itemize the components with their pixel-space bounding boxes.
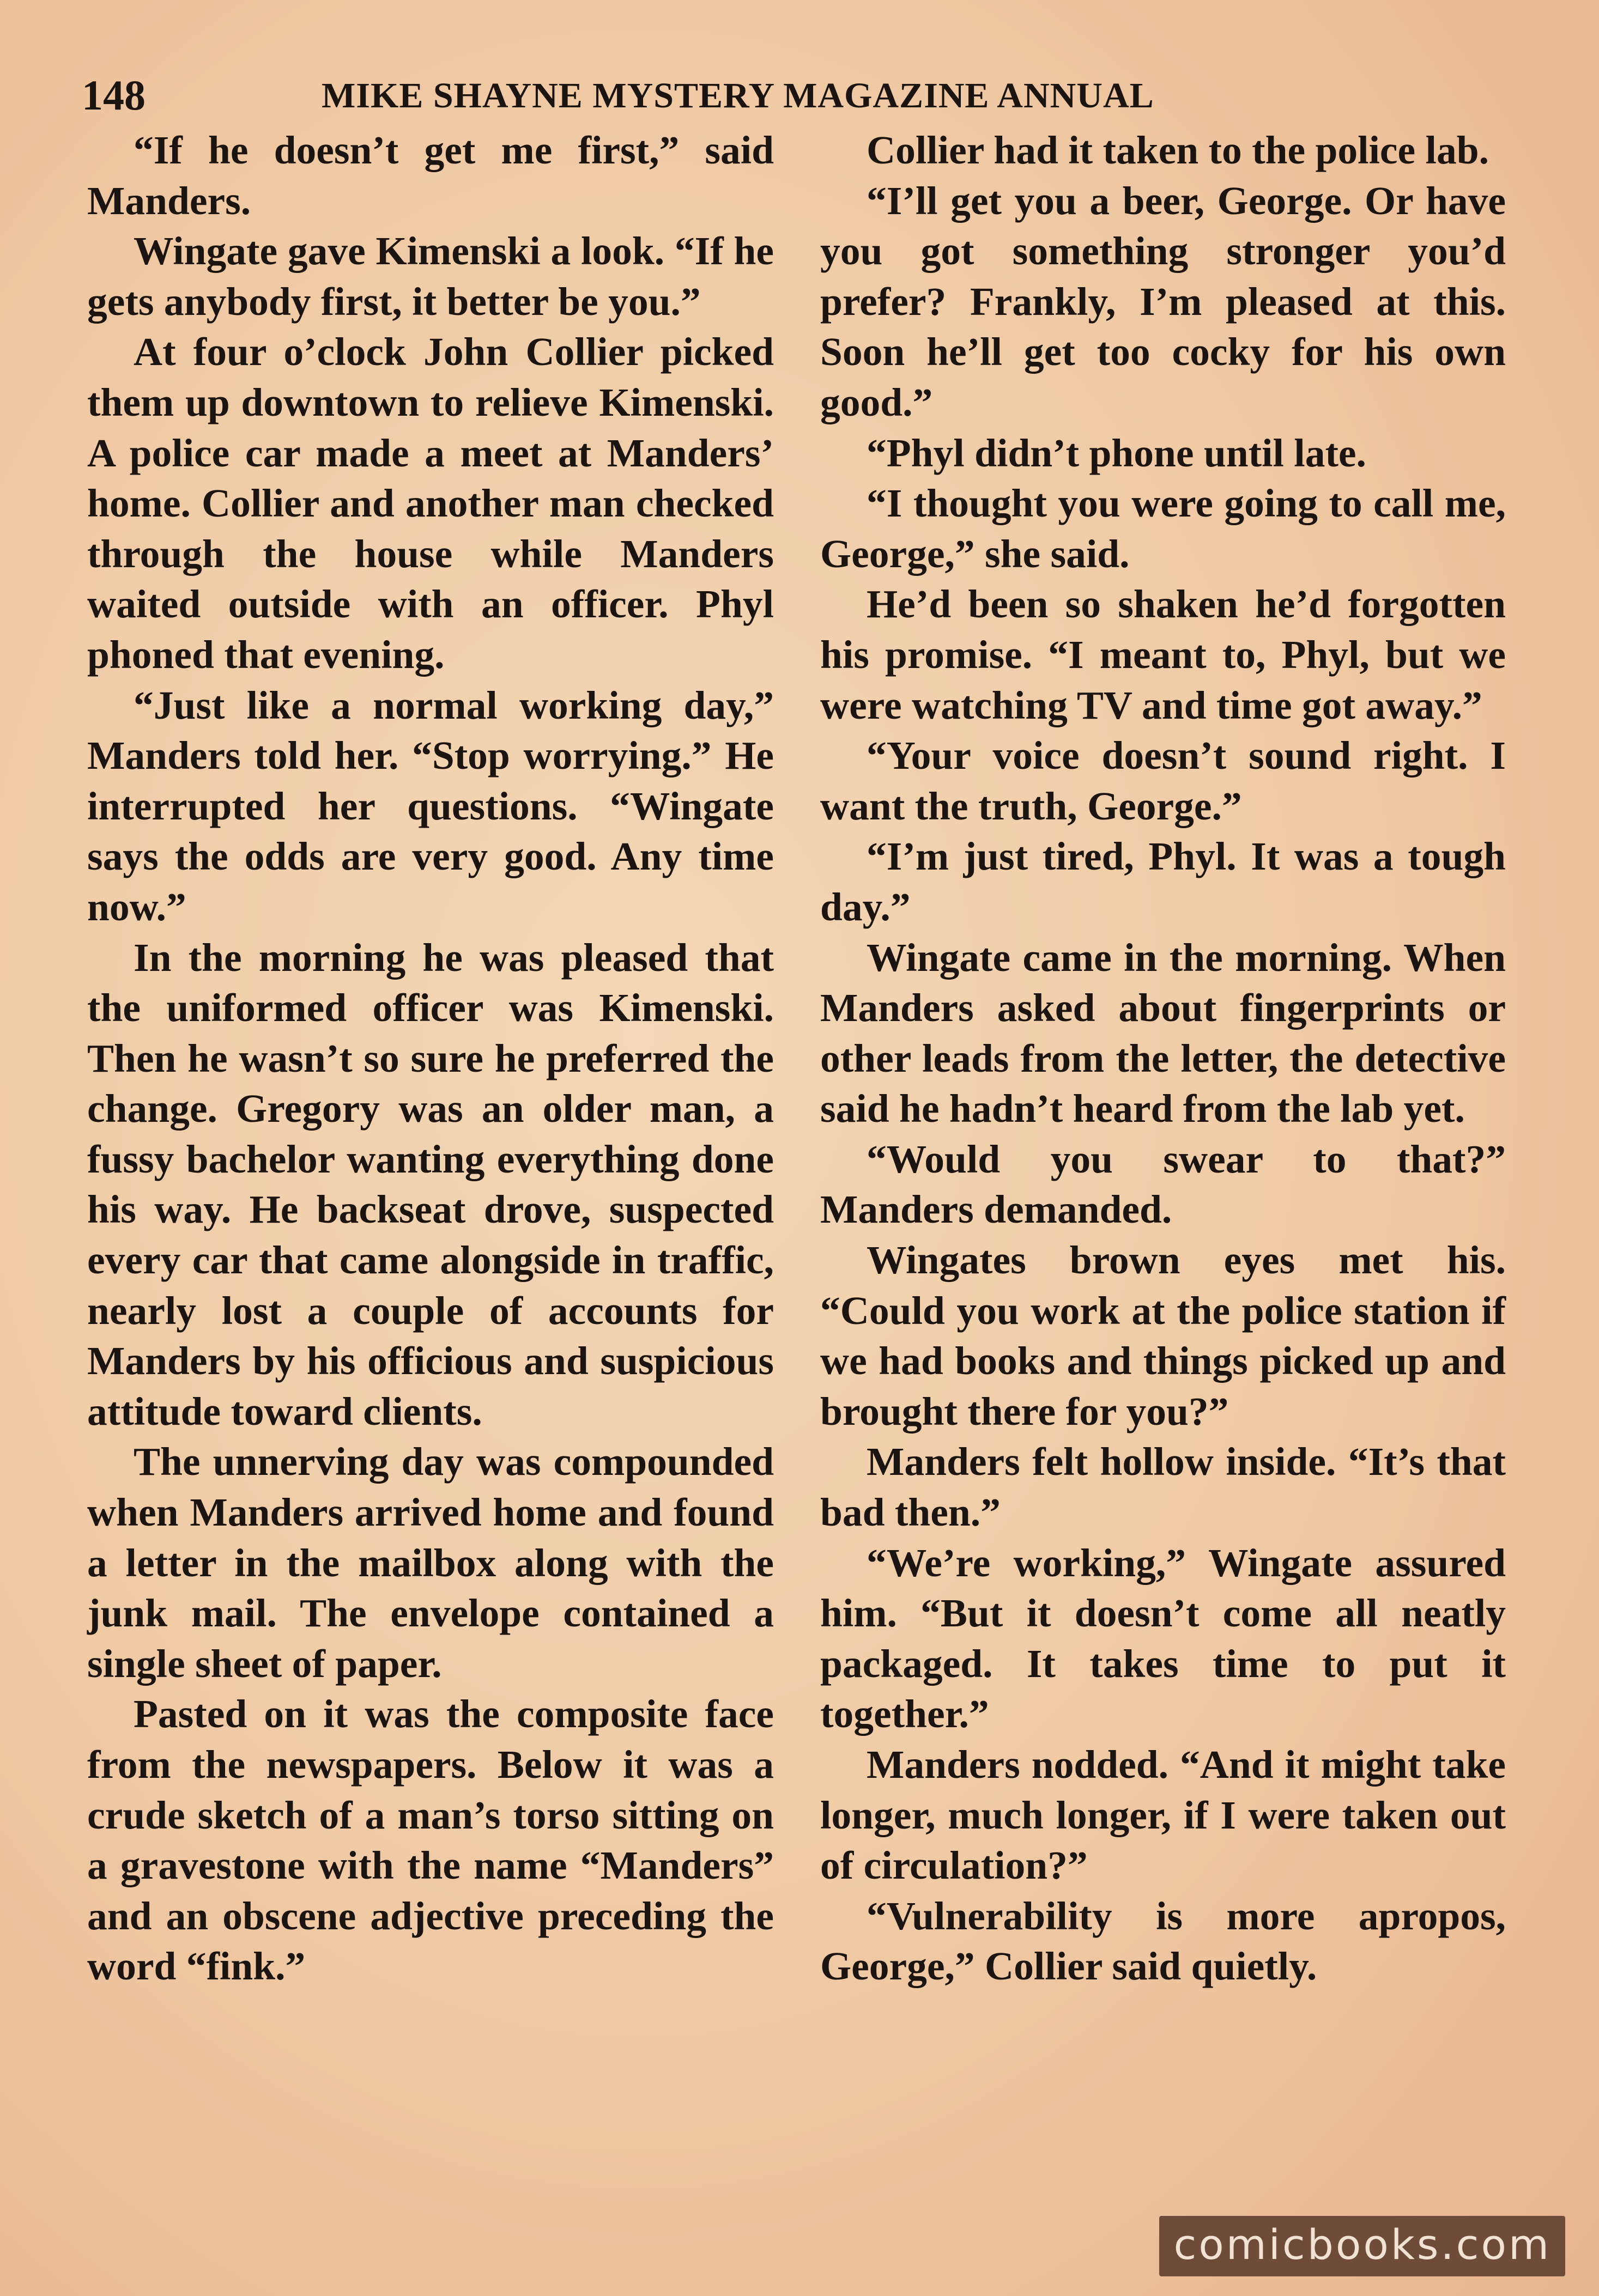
paragraph: “I’m just tired, Phyl. It was a tough day.”: [820, 834, 1506, 929]
paragraph: “I’ll get you a beer, George. Or have you got something stronger you’d prefer? Frankly, I’m pleased at this. Soon he’ll get too cocky for his own good.”: [820, 178, 1506, 424]
paragraph: Collier had it taken to the police lab.: [867, 128, 1489, 172]
paragraph: “We’re working,” Wingate assured him. “But it doesn’t come all neatly packaged. It takes time to put it together.”: [820, 1540, 1506, 1736]
paragraph: Wingate gave Kimenski a look. “If he gets anybody first, it better be you.”: [87, 229, 774, 324]
paragraph: Manders felt hollow inside. “It’s that bad then.”: [820, 1439, 1506, 1535]
site-watermark: comicbooks.com: [1159, 2216, 1565, 2276]
paragraph: “Would you swear to that?” Manders demanded.: [820, 1137, 1506, 1232]
paragraph: “I thought you were going to call me, George,” she said.: [820, 481, 1506, 576]
paragraph: In the morning he was pleased that the uniformed officer was Kimenski. Then he wasn’t so sure he preferred the change. Gregory was an older man, a fussy bachelor wanting everything done his way. He backseat drove, suspected every car that came alongside in traffic, nearly lost a couple of accounts for Manders by his officious and suspicious attitude toward clients.: [87, 935, 774, 1434]
paragraph: “Vulnerability is more apropos, George,” Collier said quietly.: [820, 1893, 1506, 1989]
running-head: MIKE SHAYNE MYSTERY MAGAZINE ANNUAL: [322, 76, 1154, 116]
page-header: [82, 65, 1281, 125]
left-column: [87, 125, 774, 1992]
paragraph: The unnerving day was compounded when Manders arrived home and found a letter in the mailbox along with the junk mail. The envelope contained a single sheet of paper.: [87, 1439, 774, 1686]
paragraph: Manders nodded. “And it might take longer, much longer, if I were taken out of circulation?”: [820, 1742, 1506, 1888]
paragraph: “Your voice doesn’t sound right. I want the truth, George.”: [820, 733, 1506, 828]
paragraph: Pasted on it was the composite face from the newspapers. Below it was a crude sketch of a man’s torso sitting on a gravestone with the name “Manders” and an obscene adjective preceding the word “fink.”: [87, 1692, 774, 1989]
paragraph: At four o’clock John Collier picked them up downtown to relieve Kimenski. A police car made a meet at Manders’ home. Collier and another man checked through the house while Manders waited outside with an officer. Phyl phoned that evening.: [87, 330, 774, 677]
paragraph: “Phyl didn’t phone until late.: [867, 430, 1366, 475]
page-number: 148: [82, 71, 146, 119]
right-column: [820, 125, 1506, 1992]
paragraph: Wingate came in the morning. When Manders asked about fingerprints or other leads from the letter, the detective said he hadn’t heard from the lab yet.: [820, 935, 1506, 1131]
paragraph: “Just like a normal working day,” Manders told her. “Stop worrying.” He interrupted her questions. “Wingate says the odds are very good. Any time now.”: [87, 683, 774, 929]
paragraph: Wingates brown eyes met his. “Could you work at the police station if we had books and things picked up and brought there for you?”: [820, 1238, 1506, 1434]
paragraph: He’d been so shaken he’d forgotten his promise. “I meant to, Phyl, but we were watching TV and time got away.”: [820, 582, 1506, 727]
paragraph: “If he doesn’t get me first,” said Manders.: [87, 128, 774, 223]
